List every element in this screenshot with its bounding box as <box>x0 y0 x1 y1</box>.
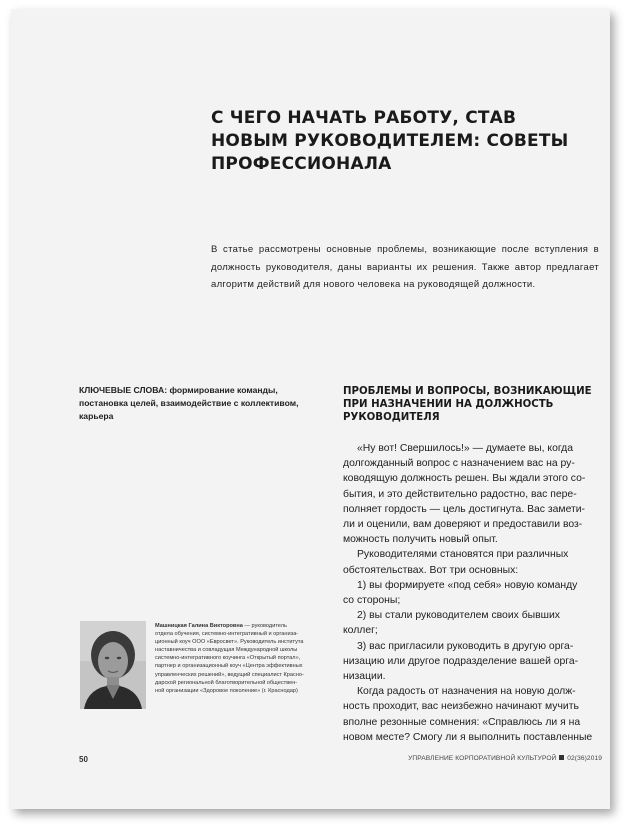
body-line: новом месте? Смогу ли я выполнить поставленные <box>343 731 593 743</box>
author-bio-line: отдела обучения, системно-интегративный и организа- <box>155 631 299 638</box>
body-line: Когда радость от назначения на новую долж- <box>357 686 576 698</box>
section-heading: ПРОБЛЕМЫ И ВОПРОСЫ, ВОЗНИКАЮЩИЕ ПРИ НАЗНАЧЕНИИ НА ДОЛЖНОСТЬ РУКОВОДИТЕЛЯ <box>343 386 592 423</box>
keywords-label: КЛЮЧЕВЫЕ СЛОВА: <box>79 385 168 395</box>
body-line: долгожданный вопрос с назначением вас на ру- <box>343 458 575 470</box>
title-line: НОВЫМ РУКОВОДИТЕЛЕМ: СОВЕТЫ <box>211 131 569 151</box>
body-line: 1) вы формируете «под себя» новую команду <box>357 579 578 591</box>
body-line: «Ну вот! Свершилось!» — думаете вы, когда <box>357 443 574 454</box>
body-line: бытия, и это действительно радостно, вас пере- <box>343 488 577 500</box>
body-line: коллег; <box>343 625 378 637</box>
keywords-text: формирование команды, постановка целей, взаимодействие с коллективом, карьера <box>79 385 299 421</box>
body-line: обстоятельствах. Вот три основных: <box>343 564 519 576</box>
article-abstract: В статье рассмотрены основные проблемы, возникающие после вступления в должность руководителя, даны варианты их решения. Также автор предлагает алгоритм действий для нового человека на руководящей должности. <box>211 244 599 290</box>
body-line: вполне резонные сомнения: «Справлюсь ли я на <box>343 716 581 728</box>
keywords-block <box>79 384 319 423</box>
author-bio-line: управленческих решений», ведущий специалист Красно- <box>155 671 304 678</box>
author-bio-line: системно-интегративного коучинга «Открытый портал», <box>155 655 301 662</box>
author-bio-line <box>155 622 335 630</box>
author-bio <box>155 622 335 695</box>
article-body <box>343 441 601 745</box>
square-separator-icon <box>559 755 564 760</box>
body-line: 2) вы стали руководителем своих бывших <box>357 610 560 622</box>
author-bio-line: ционный коуч ООО «Евросвет». Руководитель института <box>155 639 304 646</box>
body-line: ли и оценили, вам доверяют и предоставили воз- <box>343 519 583 531</box>
body-line: ководящую должность решен. Вы ждали этого со- <box>343 473 586 485</box>
body-line: низацию или другое подразделение вашей орга- <box>343 655 579 667</box>
author-bio-line: наставничества и совладущая Международной школы <box>155 647 298 654</box>
body-line: ность проходит, вас неизбежно начинают мучить <box>343 701 579 713</box>
author-bio-line: дарской региональной благотворительной обществен- <box>155 679 298 686</box>
body-line: можность получить новый опыт. <box>343 534 498 546</box>
author-name: Машницкая Галина Викторовна <box>155 623 243 629</box>
title-line: ПРОФЕССИОНАЛА <box>211 154 392 174</box>
body-line: Руководителями становятся при различных <box>357 549 569 561</box>
journal-page <box>11 9 610 809</box>
journal-name: УПРАВЛЕНИЕ КОРПОРАТИВНОЙ КУЛЬТУРОЙ <box>408 755 557 762</box>
title-line: С ЧЕГО НАЧАТЬ РАБОТУ, СТАВ <box>211 108 517 128</box>
page-number: 50 <box>79 755 88 764</box>
journal-issue: 02(36)2019 <box>567 755 602 762</box>
body-line: полняет гордость — цель достигнута. Вас замети- <box>343 503 586 515</box>
author-photo <box>80 621 146 709</box>
journal-footer <box>396 755 602 762</box>
body-line: низации. <box>343 671 386 683</box>
body-line: со стороны; <box>343 595 401 607</box>
author-portrait-image <box>80 621 146 709</box>
author-bio-line: партнер и организационный коуч «Центра эффективных <box>155 663 303 670</box>
author-bio-line: ной организации «Здоровое поколение» (г. Краснодар) <box>155 687 298 694</box>
body-line: 3) вас пригласили руководить в другую орга- <box>357 640 574 652</box>
author-role: — руководитель <box>242 623 287 629</box>
article-title <box>211 107 569 176</box>
